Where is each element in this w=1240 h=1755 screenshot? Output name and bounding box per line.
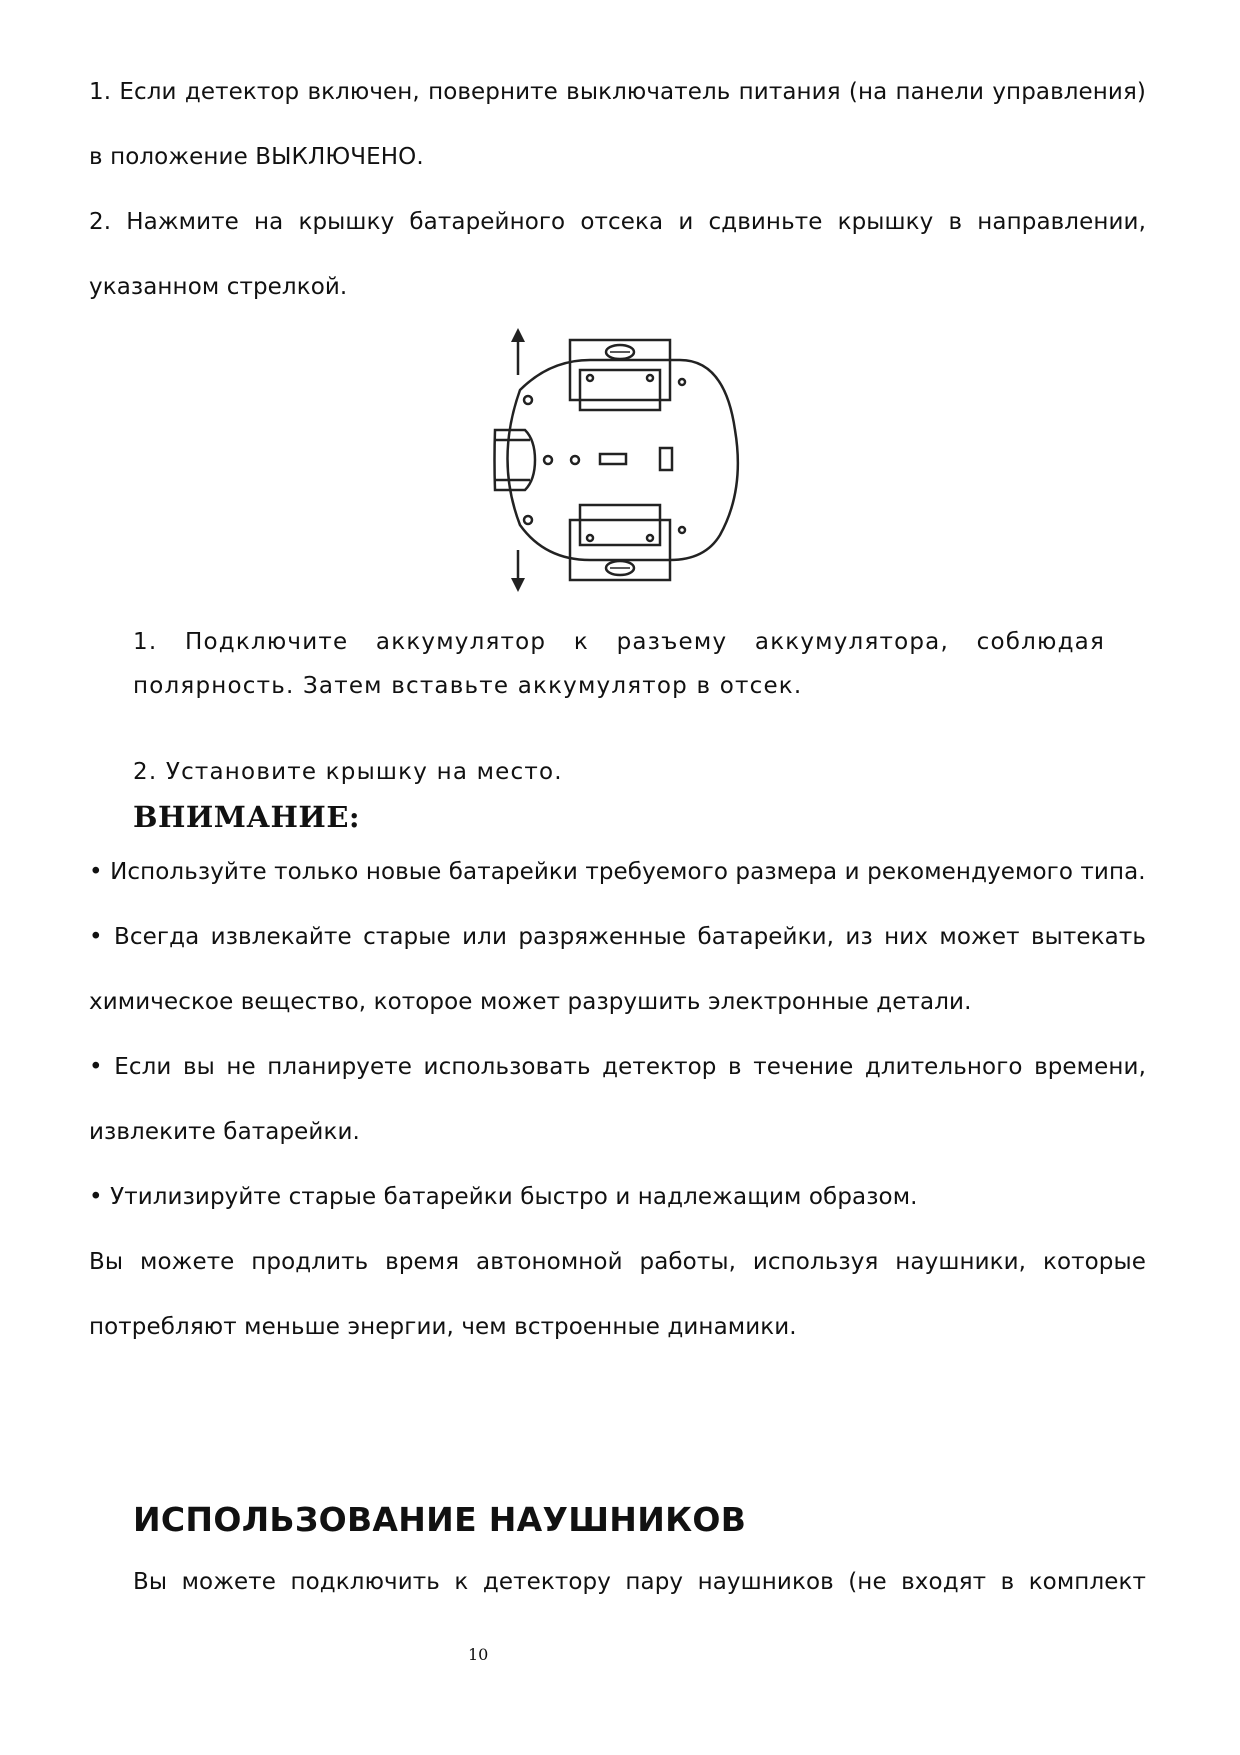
step-power-off: 1. Если детектор включен, поверните выключатель питания (на панели управления) в положение ВЫКЛЮЧЕНО. [89, 79, 1146, 170]
battery-compartment-diagram-icon [480, 320, 750, 600]
bullet-remove-old: • Всегда извлекайте старые или разряженные батарейки, из них может вытекать химическое вещество, которое может разрушить электронные детали. [89, 924, 1146, 1015]
headphones-text: Вы можете подключить к детектору пару наушников (не входят в комплект [133, 1569, 1146, 1595]
page-number: 10 [468, 1645, 489, 1664]
bullet-long-storage: • Если вы не планируете использовать детектор в течение длительного времени, извлеките батарейки. [89, 1054, 1146, 1145]
bullet-new-batteries: • Используйте только новые батарейки требуемого размера и рекомендуемого типа. [89, 859, 1146, 885]
headphones-heading: ИСПОЛЬЗОВАНИЕ НАУШНИКОВ [133, 1500, 747, 1539]
step-connect-battery: 1. Подключите аккумулятор к разъему аккумулятора, соблюдая полярность. Затем вставьте аккумулятор в отсек. [133, 629, 1105, 699]
step-slide-cover: 2. Нажмите на крышку батарейного отсека и сдвиньте крышку в направлении, указанном стрелкой. [89, 209, 1146, 300]
attention-heading: ВНИМАНИЕ: [133, 800, 361, 834]
battery-life-note: Вы можете продлить время автономной работы, используя наушники, которые потребляют меньше энергии, чем встроенные динамики. [89, 1249, 1146, 1340]
bullet-dispose: • Утилизируйте старые батарейки быстро и надлежащим образом. [89, 1184, 918, 1210]
step-replace-cover: 2. Установите крышку на место. [133, 759, 563, 785]
